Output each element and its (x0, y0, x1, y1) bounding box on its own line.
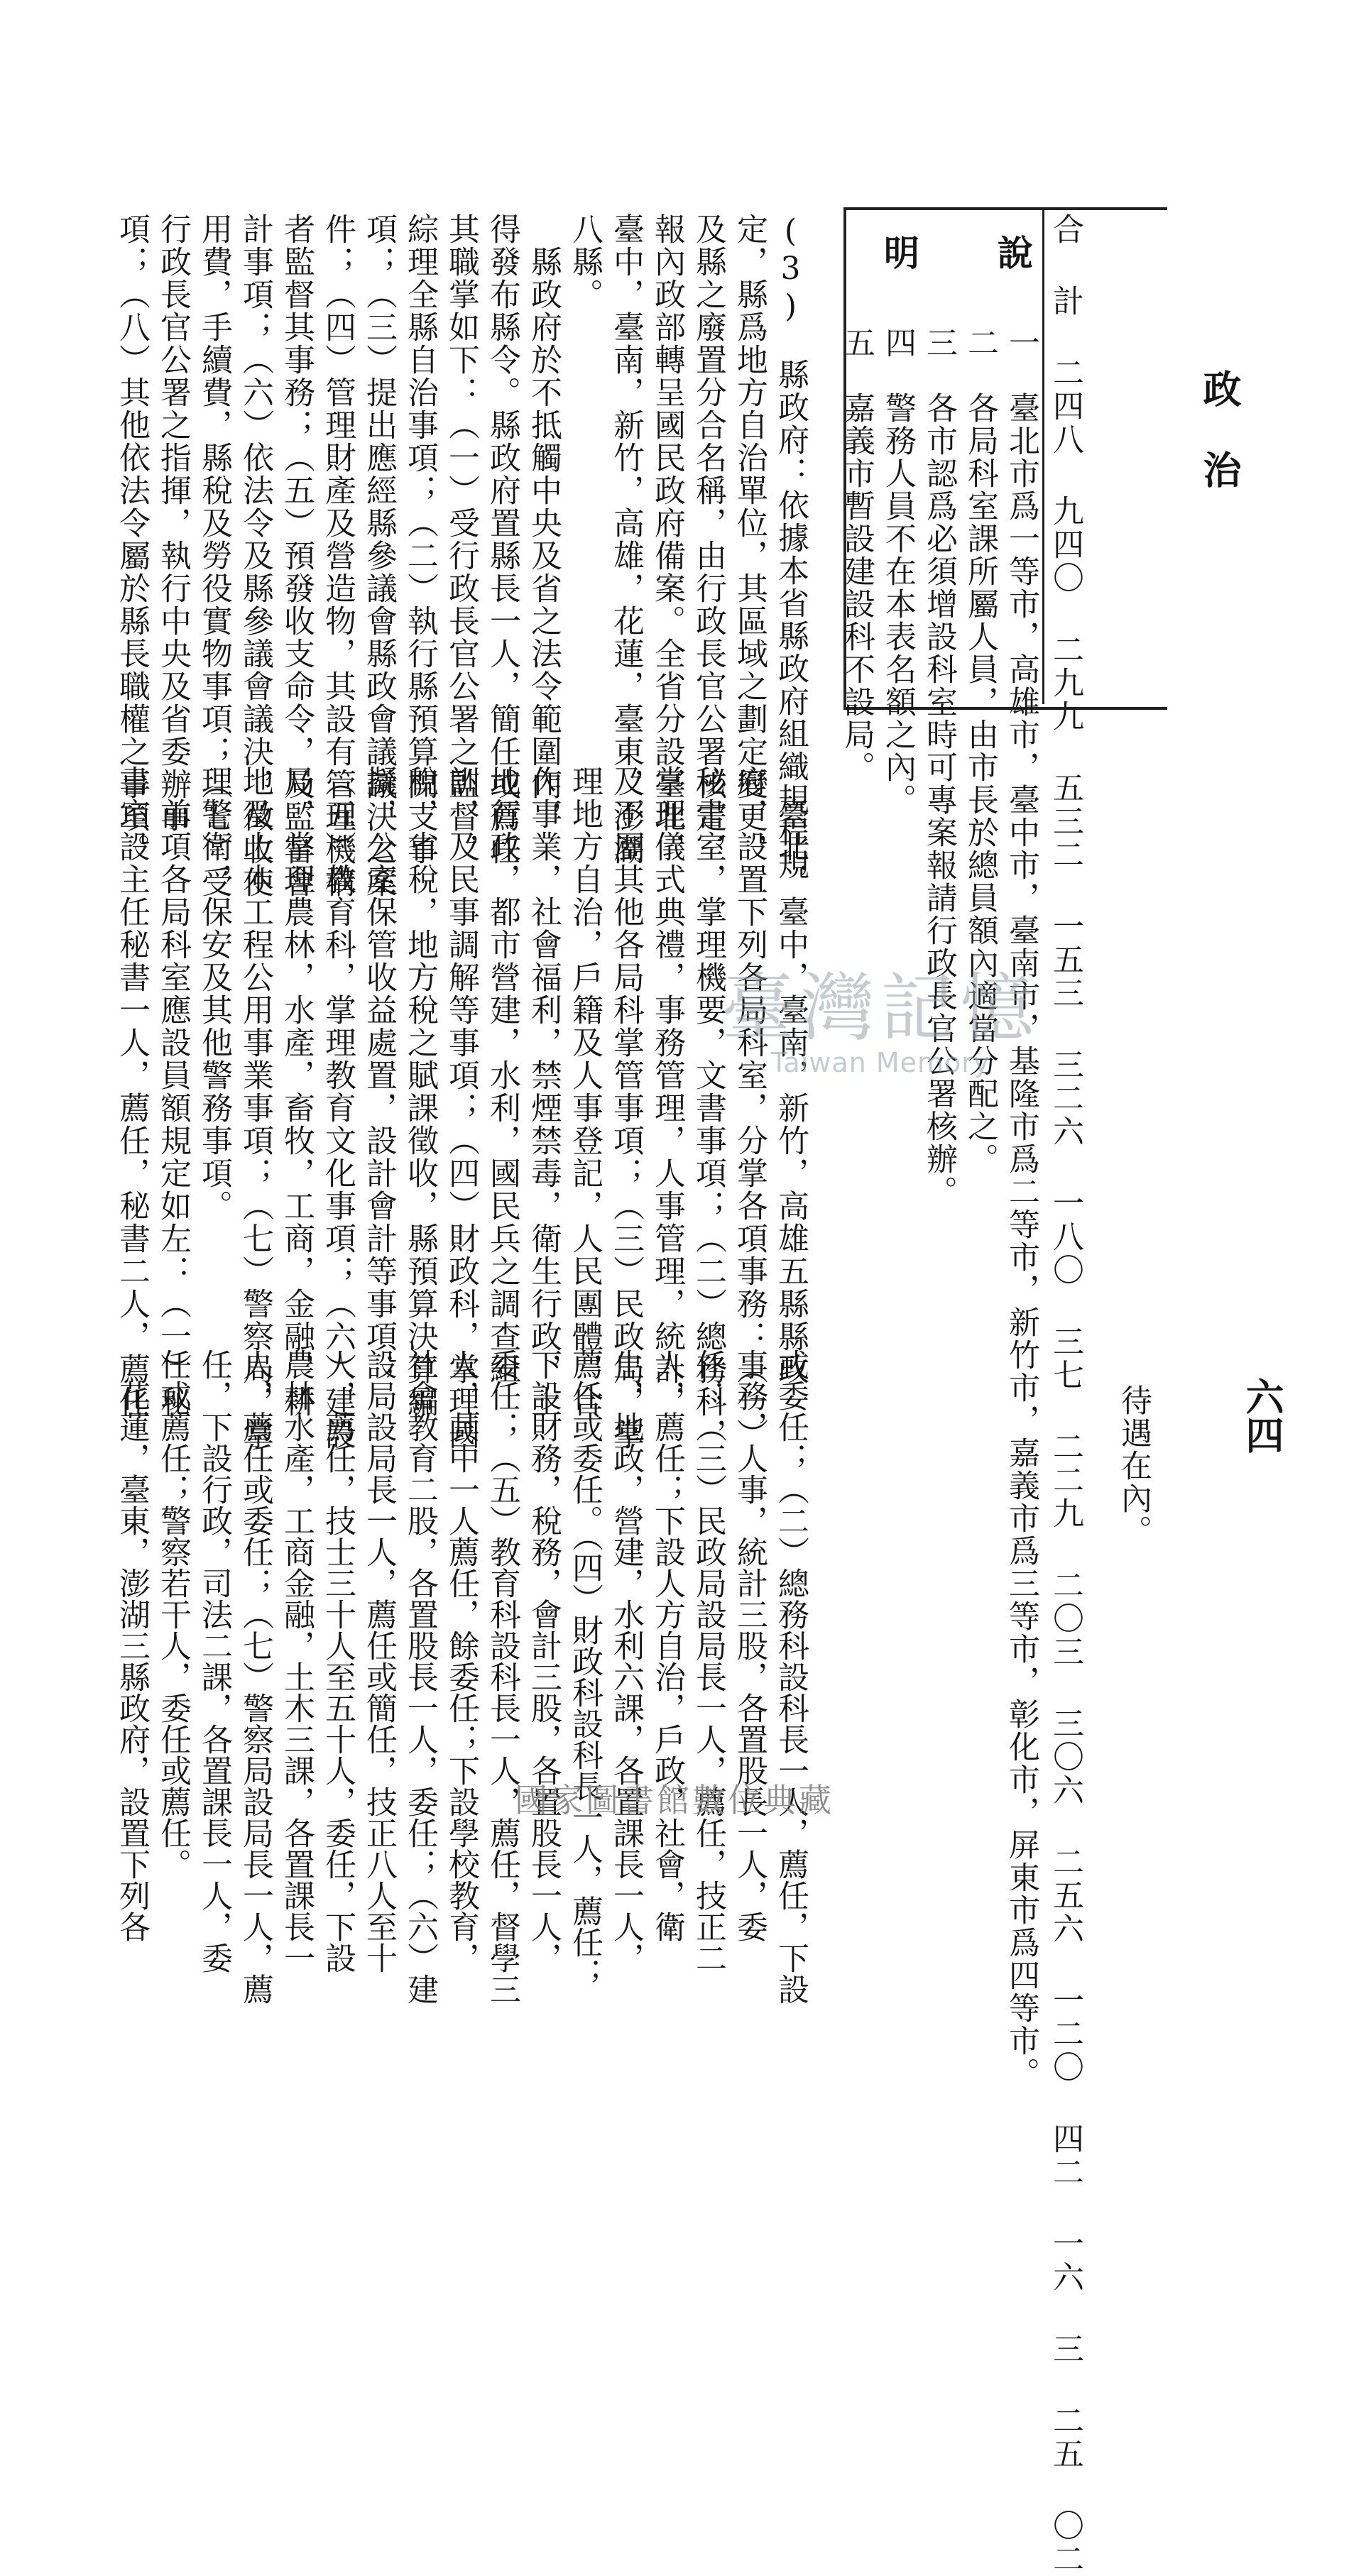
body-line: 臺北，臺中，臺南，新竹，高雄五縣縣政 (772, 765, 809, 1386)
note-item: 三 各市認爲必須增設科室時可專案報請行政長官公署核辦。 (921, 327, 957, 1208)
body-line: 薦任或委任。（四）財政科設科長一人，薦任； (567, 1349, 603, 1989)
note-item: 五 嘉義市暫設建設科不設局。 (839, 327, 875, 784)
body-line: 項；（三）提出應經縣參議會縣政會議議決之案 (361, 213, 397, 899)
body-line: 八縣。 (567, 213, 603, 311)
note-item: 二 各局科室課所屬人員，由市長於總員額內適當分配之。 (962, 327, 998, 1175)
body-line: 任，下設行政，司法二課，各置課長一人，委 (196, 1349, 232, 1973)
body-line: 人，薦任或委任；（七）警察局設局長一人，薦 (237, 1349, 273, 2005)
body-line: 或委任；（二）總務科設科長一人，薦任，下設 (772, 1349, 809, 2005)
table-total-right: 待遇在內。 (1115, 1384, 1152, 1547)
body-line: 花蓮，臺東，澎湖三縣政府，設置下列各 (114, 1349, 150, 1942)
table-total-row: 合 計 二四八 九四〇 二九九 五三二 一五三 三二六 一八〇 三七 二二九 二〇三 三〇六 二五六 一二〇 四二 一六 三 二五 〇二 (1047, 213, 1083, 2576)
body-line: 稅，省稅，地方稅之賦課徵收，縣預算決算編 (402, 765, 438, 1418)
taiwan-memory-watermark (682, 965, 1079, 1090)
body-line: 計事項；（六）依法令及縣參議會議決，徵收使 (237, 213, 273, 899)
notes-box-top-line (1042, 207, 1164, 210)
body-line: 人，薦任；下設人方自治，戶政，社會，衛 (649, 1349, 685, 1942)
body-line: 及不屬其他各局科掌管事項；（三）民政局，掌 (608, 765, 644, 1451)
body-line: 擬，公產保管收益處置，設計會計等事項； (361, 765, 397, 1386)
body-line: 人，其中一人薦任，餘委任；下設學校教育， (443, 1349, 479, 1973)
body-line: 用費，手續費，縣稅及勞役實物事項；（七）受 (196, 213, 232, 899)
body-line: 秘書室，掌理機要，文書事項；（二）總務科， (690, 765, 726, 1451)
body-line: 設局設局長一人，薦任或簡任，技正八人至十 (361, 1349, 397, 1973)
body-line: 社會教育二股，各置股長一人，委任；（六）建 (402, 1349, 438, 2005)
notes-header-char-2: 明 (878, 234, 920, 270)
body-line: 委任；（五）教育科設科長一人，薦任，督學三 (484, 1349, 520, 2005)
body-line: 地行政，都市營建，水利，國民兵之調查組 (484, 765, 520, 1386)
body-line: 理警衛，保安及其他警務事項。 (196, 765, 232, 1222)
body-line: 掌理儀式典禮，事務管理，人事管理，統計， (649, 765, 685, 1418)
body-line: (3) 縣政府：依據本省縣政府組織規程規 (772, 213, 809, 881)
body-line: 報內政部轉呈國民政府備案。全省分設臺北， (649, 213, 685, 866)
notes-box-divider (1042, 207, 1044, 704)
body-line: 府，設置下列各局科室，分掌各項事務：（一） (731, 765, 768, 1451)
note-item: 一 臺北市爲一等市，高雄市，臺中市，臺南市，基隆市爲二等市，新竹市，嘉義市爲三等市，彰化市，屏東市爲四等市。 (1003, 327, 1039, 2090)
body-line: 行政長官公署之指揮，執行中央及省委辦事 (155, 213, 191, 833)
body-line: 下設財務，稅務，會計三股，各置股長一人， (525, 1349, 562, 1973)
body-line: 作事業，社會福利，禁煙禁毒，衛生行政，土 (525, 765, 562, 1418)
body-line: 及縣之廢置分合名稱，由行政長官公署核定， (690, 213, 726, 866)
body-line: 訓，及民事調解等事項；（四）財政科，掌理國 (443, 765, 479, 1451)
body-line: 人，薦任，技士三十人至五十人，委任，下設 (320, 1349, 356, 1973)
body-line: 者監督其事務；（五）預發收支命令，及監督會 (278, 213, 315, 899)
note-item: 四 警務人員不在本表名額之內。 (880, 327, 916, 816)
body-line: 件；（四）管理財產及營造物，其設有管理機構 (320, 213, 356, 899)
body-line: 前項各局科室應設員額規定如左：（一）秘 (155, 765, 191, 1418)
watermark-english: Taiwan Memory (770, 1047, 990, 1078)
body-line: 局，掌理農林，水產，畜牧，工商，金融，耕 (278, 765, 315, 1418)
watermark-chinese: 臺灣記憶 (721, 965, 1039, 1051)
body-line: 得發布縣令。縣政府置縣長一人，簡任或薦任 (484, 213, 520, 866)
body-line: 農林水產，工商金融，土木三課，各置課長一 (278, 1349, 315, 1973)
body-line: 地及土木工程公用事業事項；（七）警察局，掌 (237, 765, 273, 1451)
footer-archive-credit: 國家圖書館數位典藏 (515, 1781, 834, 1819)
body-line: 其職掌如下：（一）受行政長官公署之監督， (443, 213, 479, 866)
page-number: 六四 (1240, 1377, 1285, 1454)
body-line: 任或薦任；警察若干人，委任或薦任。 (155, 1349, 191, 1880)
body-line: 臺中，臺南，新竹，高雄，花蓮，臺東，澎湖 (608, 213, 644, 866)
body-line: 縣政府於不抵觸中央及省之法令範圍內， (525, 213, 562, 833)
body-line: 綜理全縣自治事項；（二）執行縣預算開支事 (402, 213, 438, 866)
body-line: （五）教育科，掌理教育文化事項；（六）建設 (320, 765, 356, 1451)
body-line: 生，地政，營建，水利六課，各置課長一人， (608, 1349, 644, 1973)
body-line: 項；（八）其他依法令屬於縣長職權之事項。 (114, 213, 150, 866)
body-line: 理地方自治，戶籍及人事登記，人民團體，合 (567, 765, 603, 1418)
section-title: 政治 (1197, 369, 1242, 531)
body-line: 定，縣爲地方自治單位，其區域之劃定變更， (731, 213, 768, 866)
body-line: 書室設主任秘書一人，薦任，秘書二人，薦任 (114, 765, 150, 1418)
notes-header-char-1: 說 (992, 234, 1034, 270)
body-line: 事務，人事，統計三股，各置股長一人，委 (731, 1349, 768, 1942)
body-line: 任；（三）民政局設局長一人，薦任，技正二 (690, 1349, 726, 1973)
